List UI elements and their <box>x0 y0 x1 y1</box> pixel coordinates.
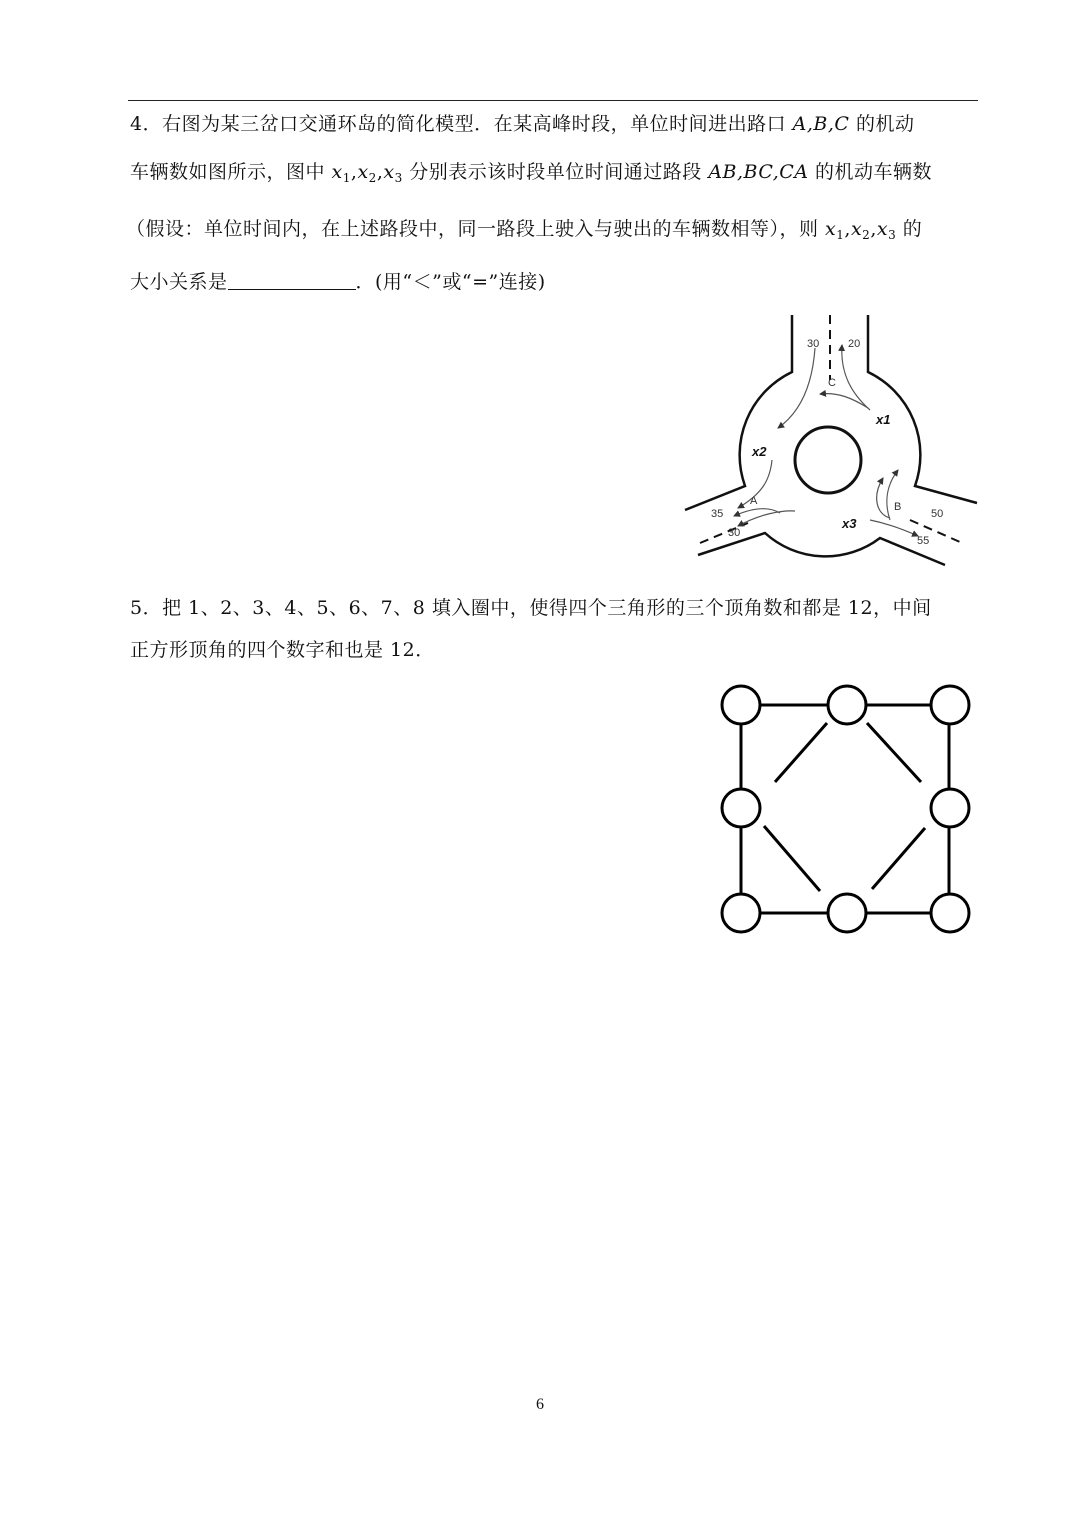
number-square-diagram <box>710 680 980 940</box>
label-top-in: 30 <box>807 338 820 350</box>
label-a: A <box>750 495 758 507</box>
label-x3: x3 <box>842 516 857 531</box>
central-island <box>795 427 861 493</box>
label-right-in: 55 <box>917 535 930 547</box>
q5-line-1: 5．把 1、2、3、4、5、6、7、8 填入圈中，使得四个三角形的三个顶角数和都是 12，中间 <box>130 597 932 619</box>
q4-segments: AB,BC,CA <box>708 161 809 183</box>
label-c: C <box>828 377 836 389</box>
circle-bottom-middle[interactable] <box>828 894 866 932</box>
circle-top-middle[interactable] <box>828 686 866 724</box>
label-right-out: 50 <box>931 508 944 520</box>
roundabout-diagram <box>680 310 980 575</box>
circle-top-right[interactable] <box>931 686 969 724</box>
flow-arrows <box>734 345 918 536</box>
q4-line-3: （假设：单位时间内，在上述路段中，同一路段上驶入与驶出的车辆数相等），则 $x_1,x_2,x_3$ 的 <box>126 218 923 242</box>
page-number: 6 <box>536 1396 544 1413</box>
label-left-out: 35 <box>711 508 724 520</box>
label-b: B <box>894 501 902 513</box>
diagram-edges <box>741 705 949 913</box>
circle-middle-left[interactable] <box>722 789 760 827</box>
circle-top-left[interactable] <box>722 686 760 724</box>
lane-dividers <box>700 315 960 543</box>
road-top-right-edge <box>868 315 977 503</box>
q5-line-2: 正方形顶角的四个数字和也是 12． <box>130 639 435 661</box>
q4-line-2: 车辆数如图所示，图中 $x_1,x_2,x_3$ 分别表示该时段单位时间通过路段 AB,BC,CA 的机动车辆数 <box>130 161 933 185</box>
q4-line-1: 4．右图为某三岔口交通环岛的简化模型．在某高峰时段，单位时间进出路口 A,B,C 的机动 <box>130 113 915 135</box>
label-top-out: 20 <box>848 338 861 350</box>
label-left-in: 30 <box>728 527 741 539</box>
header-rule <box>128 100 978 101</box>
answer-blank[interactable] <box>228 271 356 290</box>
label-x1: x1 <box>876 412 891 427</box>
label-x2: x2 <box>752 444 767 459</box>
road-top-left-edge <box>685 315 792 510</box>
circle-middle-right[interactable] <box>931 789 969 827</box>
q4-junctions: A,B,C <box>792 113 850 135</box>
circle-bottom-left[interactable] <box>722 894 760 932</box>
circle-bottom-right[interactable] <box>931 894 969 932</box>
q4-line-4: 大小关系是 ．(用“＜”或“=”连接) <box>130 271 546 293</box>
number-circles <box>722 686 969 932</box>
